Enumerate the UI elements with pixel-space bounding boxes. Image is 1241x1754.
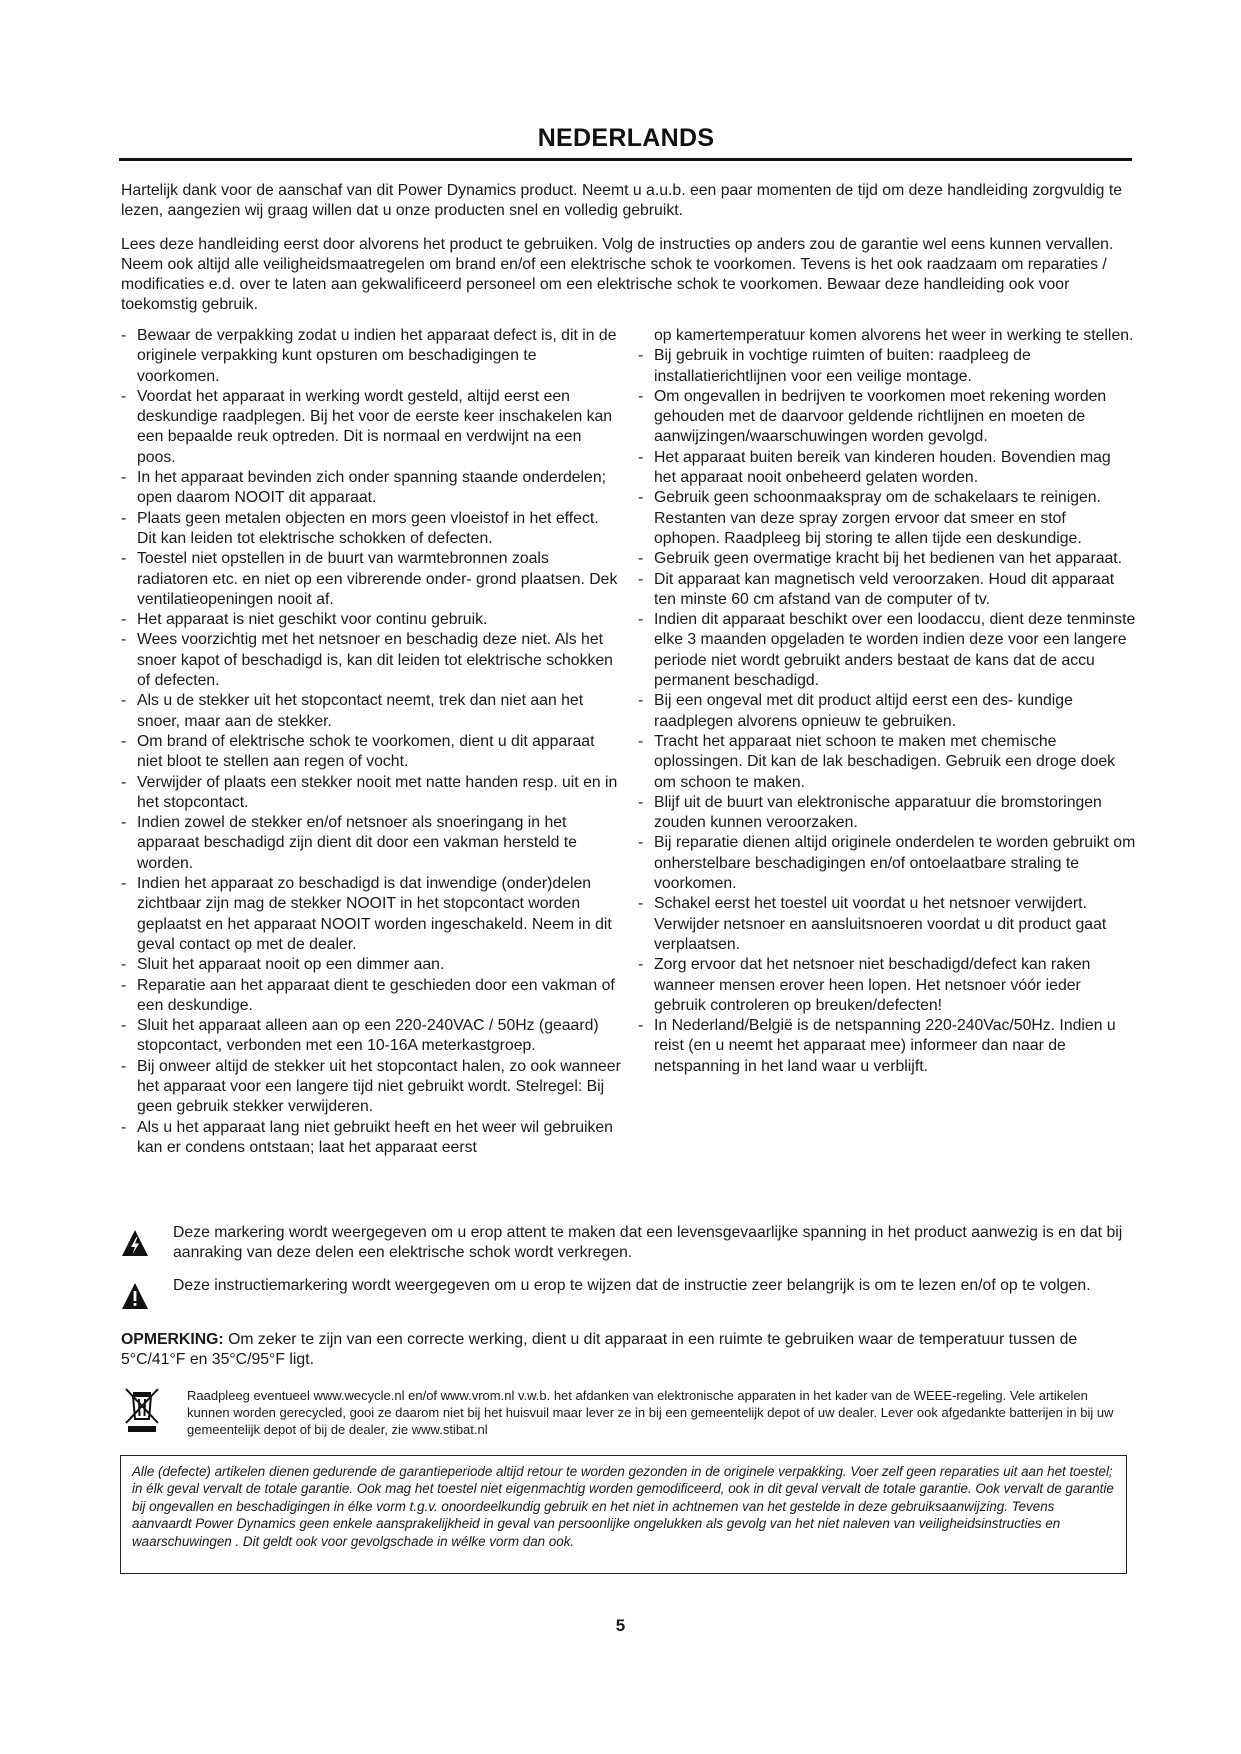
intro-paragraph-instructions: Lees deze handleiding eerst door alvorens het product te gebruiken. Volg de instructies op anders zou de garantie wel eens kunnen vervallen. Neem ook altijd alle veiligheidsmaatregelen om brand en/of een elektrische schok te voorkomen. Tevens is het ook raadzaam om reparaties / modificaties e.d. over te laten aan gekwalificeerd personeel om een elektrische schok te voorkomen. Bewaar deze handleiding ook voor toekomstig gebruik.	[121, 236, 1114, 313]
list-item: - Dit apparaat kan magnetisch veld veroorzaken. Houd dit apparaat ten minste 60 cm afstand van de computer of tv.	[638, 570, 1115, 608]
list-item: - Het apparaat is niet geschikt voor continu gebruik.	[121, 611, 488, 629]
list-item: - Indien het apparaat zo beschadigd is dat inwendige (onder)delen zichtbaar zijn mag de stekker NOOIT in het stopcontact worden geplaatst en het apparaat NOOIT worden ingeschakeld. Neem in dit geval contact op met de dealer.	[121, 875, 612, 953]
list-item-continuation: op kamertemperatuur komen alvorens het weer in werking te stellen.	[654, 327, 1134, 344]
list-item: - Gebruik geen schoonmaakspray om de schakelaars te reinigen. Restanten van deze spray zorgen ervoor dat smeer en stof ophopen. Raadpleeg bij storing te allen tijde een deskundige.	[638, 489, 1101, 547]
list-item: - Plaats geen metalen objecten en mors geen vloeistof in het effect. Dit kan leiden tot elektrische schokken of defecten.	[121, 509, 599, 547]
list-item: - In Nederland/België is de netspanning 220-240Vac/50Hz. Indien u reist (en u neemt het apparaat mee) informeer dan naar de netspanning in het land waar u verblijft.	[638, 1017, 1116, 1075]
weee-disposal-notice	[121, 1387, 1133, 1439]
list-item: - Als u het apparaat lang niet gebruikt heeft en het weer wil gebruiken kan er condens ontstaan; laat het apparaat eerst	[121, 1118, 613, 1156]
weee-text: Raadpleeg eventueel www.wecycle.nl en/of www.vrom.nl v.w.b. het afdanken van elektronische apparaten in het kader van de WEEE-regeling. Vele artikelen kunnen worden gerecycled, gooi ze daarom niet bij het huisvuil maar lever ze in bij een gemeentelijk depot of uw dealer. Lever ook afgedankte batterijen in bij uw gemeentelijk depot of bij de dealer, zie www.stibat.nl	[187, 1388, 1114, 1437]
list-item: - Wees voorzichtig met het netsnoer en beschadig deze niet. Als het snoer kapot of beschadigd is, kan dit leiden tot elektrische schokken of defecten.	[121, 631, 613, 690]
list-item: - Zorg ervoor dat het netsnoer niet beschadigd/defect kan raken wanneer mensen erover heen lopen. Het netsnoer vóór ieder gebruik controleren op breuken/defecten!	[638, 956, 1091, 1014]
warranty-box: Alle (defecte) artikelen dienen gedurende de garantieperiode altijd retour te worden gezonden in de originele verpakking. Voer zelf geen reparaties uit aan het toestel; in élk geval vervalt de totale garantie. Ook mag het toestel niet eigenmachtig worden gemodificeerd, ook in dit geval vervalt de totale garantie. Ook vervalt de garantie bij ongevallen en beschadigingen in élke vorm t.g.v. onoordeelkundig gebruik en het niet in achtnemen van het gestelde in deze gebruiksaanwijzing. Tevens aanvaardt Power Dynamics geen enkele aansprakelijkheid in geval van persoonlijke ongelukken als gevolg van het niet naleven van veiligheidsinstructies en waarschuwingen . Dit geldt ook voor gevolgschade in wélke vorm dan ook.	[120, 1455, 1127, 1574]
temperature-note	[121, 1330, 1133, 1370]
list-item: - Het apparaat buiten bereik van kinderen houden. Bovendien mag het apparaat nooit onbeheerd gelaten worden.	[638, 448, 1111, 487]
list-item: - Verwijder of plaats een stekker nooit met natte handen resp. uit en in het stopcontact.	[121, 773, 618, 811]
list-item: - Toestel niet opstellen in de buurt van warmtebronnen zoals radiatoren etc. en niet op een vibrerende onder- grond plaatsen. Dek ventilatieopeningen nooit af.	[121, 550, 618, 608]
list-item: - In het apparaat bevinden zich onder spanning staande onderdelen; open daarom NOOIT dit apparaat.	[121, 469, 607, 507]
list-item: - Bewaar de verpakking zodat u indien het apparaat defect is, dit in de originele verpakking kunt opsturen om beschadigingen te voorkomen.	[121, 327, 617, 385]
page-number: 5	[615, 1616, 626, 1635]
list-item: - Reparatie aan het apparaat dient te geschieden door een vakman of een deskundige.	[121, 976, 615, 1014]
instruction-warning	[121, 1276, 1133, 1318]
voltage-warning	[121, 1223, 1133, 1265]
list-item: - Indien zowel de stekker en/of netsnoer als snoeringang in het apparaat beschadigd zijn dient dit door een vakman hersteld te worden.	[121, 814, 577, 872]
list-item: - Als u de stekker uit het stopcontact neemt, trek dan niet aan het snoer, maar aan de stekker.	[121, 692, 584, 730]
list-item: - Sluit het apparaat alleen aan op een 220-240VAC / 50Hz (geaard) stopcontact, verbonden met een 10-16A meterkastgroep.	[121, 1017, 599, 1055]
crossed-bin-icon	[124, 1387, 160, 1433]
note-label: OPMERKING:	[121, 1331, 224, 1348]
list-item: - Bij onweer altijd de stekker uit het stopcontact halen, zo ook wanneer het apparaat voor een langere tijd niet gebruikt wordt. Stelregel: Bij geen gebruik stekker verwijderen.	[121, 1057, 621, 1116]
instruction-warning-text: Deze instructiemarkering wordt weergegeven om u erop te wijzen dat de instructie zeer belangrijk is om te lezen en/of op te volgen.	[173, 1277, 1091, 1294]
list-item: - Om ongevallen in bedrijven te voorkomen moet rekening worden gehouden met de daarvoor geldende richtlijnen en moeten de aanwijzingen/waarschuwingen worden gevolgd.	[638, 387, 1107, 446]
lightning-warning-icon	[121, 1229, 149, 1257]
list-item: - Bij een ongeval met dit product altijd eerst een des- kundige raadplegen alvorens opnieuw te gebruiken.	[638, 692, 1073, 730]
intro-paragraph-thanks: Hartelijk dank voor de aanschaf van dit Power Dynamics product. Neemt u a.u.b. een paar momenten de tijd om deze handleiding zorgvuldig te lezen, aangezien wij graag willen dat u onze producten snel en volledig gebruikt.	[121, 182, 1123, 219]
page-title: NEDERLANDS	[537, 124, 715, 152]
list-item: - Voordat het apparaat in werking wordt gesteld, altijd eerst een deskundige raadplegen. Bij het voor de eerste keer inschakelen kan een bepaalde reuk optreden. Dit is normaal en verdwijnt na een poos.	[121, 387, 613, 466]
list-item: - Tracht het apparaat niet schoon te maken met chemische oplossingen. Dit kan de lak beschadigen. Gebruik een droge doek om schoon te maken.	[638, 732, 1116, 791]
list-item: - Schakel eerst het toestel uit voordat u het netsnoer verwijdert. Verwijder netsnoer en aansluitsnoeren voordat u dit product gaat verplaatsen.	[638, 895, 1107, 953]
title-divider	[119, 158, 1132, 161]
safety-list-right	[638, 326, 1136, 1077]
list-item: - Indien dit apparaat beschikt over een loodaccu, dient deze tenminste elke 3 maanden opgeladen te worden indien deze voor een langere periode niet wordt gebruikt anders bestaat de kans dat de accu permanent beschadigd.	[638, 611, 1136, 690]
exclamation-warning-icon	[121, 1282, 149, 1310]
voltage-warning-text: Deze markering wordt weergegeven om u erop attent te maken dat een levensgevaarlijke spanning in het product aanwezig is en dat bij aanraking van deze delen een elektrische schok wordt verkregen.	[173, 1224, 1123, 1261]
list-item: - Gebruik geen overmatige kracht bij het bedienen van het apparaat.	[638, 550, 1123, 568]
list-item: - Bij gebruik in vochtige ruimten of buiten: raadpleeg de installatierichtlijnen voor een veilige montage.	[638, 347, 1031, 385]
list-item: - Blijf uit de buurt van elektronische apparatuur die bromstoringen zouden kunnen veroorzaken.	[638, 793, 1102, 832]
safety-list-left	[121, 326, 621, 1158]
note-text: Om zeker te zijn van een correcte werking, dient u dit apparaat in een ruimte te gebruiken waar de temperatuur tussen de 5°C/41°F en 35°C/95°F ligt.	[121, 1331, 1078, 1368]
list-item: - Om brand of elektrische schok te voorkomen, dient u dit apparaat niet bloot te stellen aan regen of vocht.	[121, 732, 595, 771]
list-item: - Bij reparatie dienen altijd originele onderdelen te worden gebruikt om onherstelbare beschadigingen en/of ontoelaatbare straling te voorkomen.	[638, 834, 1136, 893]
list-item: - Sluit het apparaat nooit op een dimmer aan.	[121, 956, 445, 974]
